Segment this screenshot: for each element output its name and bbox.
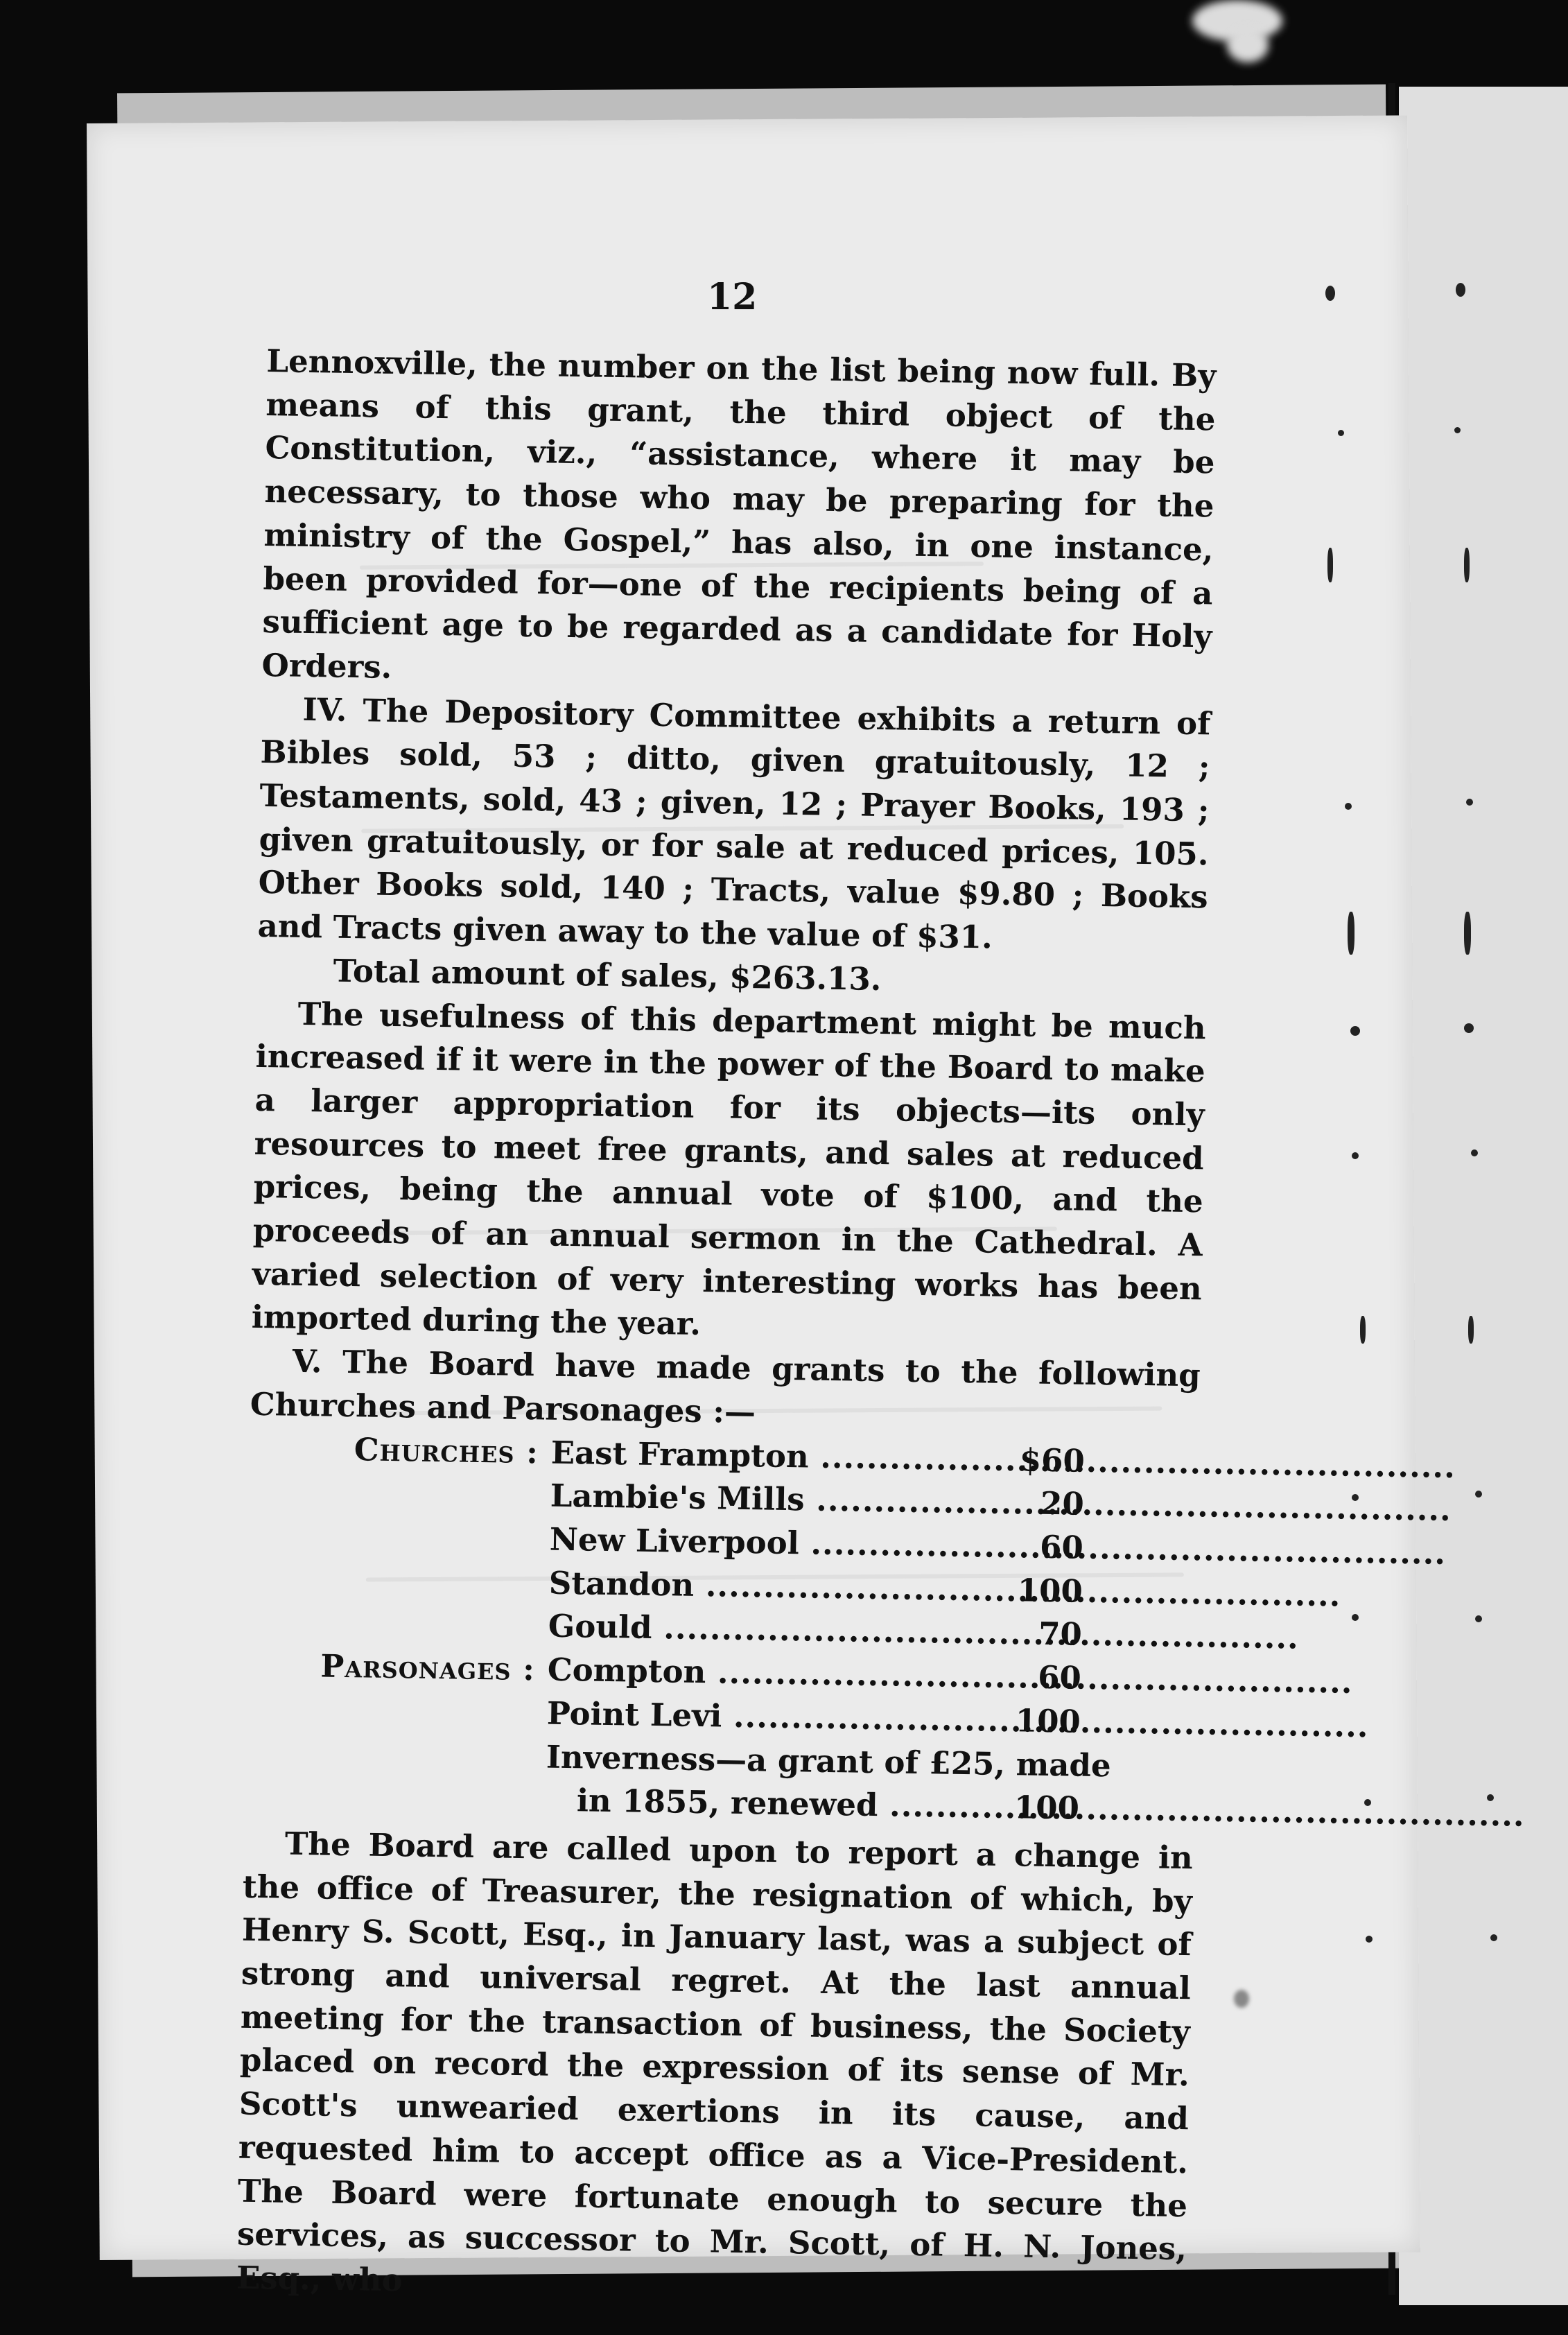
grant-group-label [245,1719,547,1724]
grant-group-label [247,1632,548,1637]
page-number: 12 [707,276,758,318]
margin-mark [1345,803,1352,810]
paragraph-treasurer: The Board are called upon to report a change in the office of Treasurer, the resignation of which, by Henry S. Scott, Esq., in January last, was a subject of strong and universal regret. At the last annual meeting for the transaction of business, the Society placed on record the expression of its sense of Mr. Scott's unwearied exertions in its cause, and requested him to accept office as a Vice-President. The Board were fortunate enough to secure the services, as successor to Mr. Scott, of H. N. Jones, Esq., who [236,1825,1194,2299]
margin-mark [1352,1152,1359,1159]
grant-amount: 100 [1015,1702,1081,1740]
margin-mark [1468,1316,1474,1344]
paragraph-total-sales: Total amount of sales, $263.13. [333,952,882,998]
grant-amount: 60 [1037,1658,1082,1696]
facing-page-edge [1399,87,1568,2305]
paragraph-grants-intro: V. The Board have made grants to the following Churches and Parsonages :— [250,1342,1201,1431]
grant-amount: 20 [1040,1485,1085,1523]
margin-mark [1327,548,1333,582]
grant-place: Standon ..... [548,1561,1007,1612]
grant-place: Inverness—a grant of £25, made [546,1738,1112,1784]
grant-amount: 60 [1039,1528,1084,1566]
margin-mark [1464,548,1470,582]
grant-amount: 100 [1013,1789,1080,1827]
margin-mark [1350,1026,1360,1036]
margin-mark [1454,427,1461,433]
margin-mark [1456,283,1465,297]
grant-amount: 70 [1038,1615,1083,1653]
grant-group-label [244,1806,546,1811]
margin-mark [1325,286,1335,301]
paragraph-usefulness: The usefulness of this department might be much increased if it were in the power of the Board to make a larger appropriation for its objects—its only resources to meet free grants, and sales at reduced prices, being the annual vote of $100, and the proceeds of an annual sermon in the Cathedral. A varied selection of very interesting works has been imported during the year. [251,995,1206,1343]
paragraph-lennoxville: Lennoxville, the number on the list being now full. By means of this grant, the third object of the Constitution, viz., “assistance, where it may be necessary, to those who may be preparing for the ministry of the Gospel,” has also, in one instance, been provided for—one of the recipients being of a sufficient age to be regarded as a candidate for Holy Orders. [261,342,1217,686]
scan-speck [1227,28,1269,62]
margin-mark [1338,430,1344,436]
grant-group-label [248,1545,550,1550]
grant-place: Gould ..... [548,1605,1006,1656]
grant-group-label [249,1502,550,1507]
grant-group-label: Churches : [354,1430,539,1470]
margin-mark [1366,1936,1373,1943]
margin-mark [1471,1149,1478,1156]
grant-place: Lambie's Mills ..... [550,1475,1008,1525]
margin-mark [1475,1615,1482,1622]
grant-place: Point Levi ..... [546,1692,1004,1742]
grant-place: East Frampton ..... [550,1431,1009,1482]
grant-place: Compton ..... [547,1649,1005,1699]
grant-place: New Liverpool ..... [549,1518,1007,1569]
grant-group-label: Parsonages : [320,1647,536,1688]
grant-amount: 100 [1017,1571,1083,1610]
body-text [236,340,1217,2315]
margin-mark [1466,799,1473,806]
margin-mark [1490,1934,1497,1941]
margin-mark [1464,912,1471,955]
paragraph-depository: IV. The Depository Committee exhibits a return of Bibles sold, 53 ; ditto, given gratuitously, 12 ; Testaments, sold, 43 ; given, 12 ; Prayer Books, 193 ; given gratuitously, or for sale at reduced prices, 105. Other Books sold, 140 ; Tracts, value $9.80 ; Books and Tracts given away to the value of $31. [257,691,1211,956]
margin-mark [1352,1614,1359,1621]
grants-list [244,1426,1200,1832]
grant-amount: $60 [1019,1441,1086,1479]
grant-place: in 1855, renewed ..... [545,1779,1003,1830]
margin-mark [1475,1491,1482,1498]
margin-mark [1348,912,1354,955]
grant-group-label [247,1588,549,1593]
grant-group-label [245,1762,546,1767]
margin-mark [1360,1316,1366,1344]
margin-mark [1234,1990,1249,2008]
margin-mark [1464,1023,1474,1033]
